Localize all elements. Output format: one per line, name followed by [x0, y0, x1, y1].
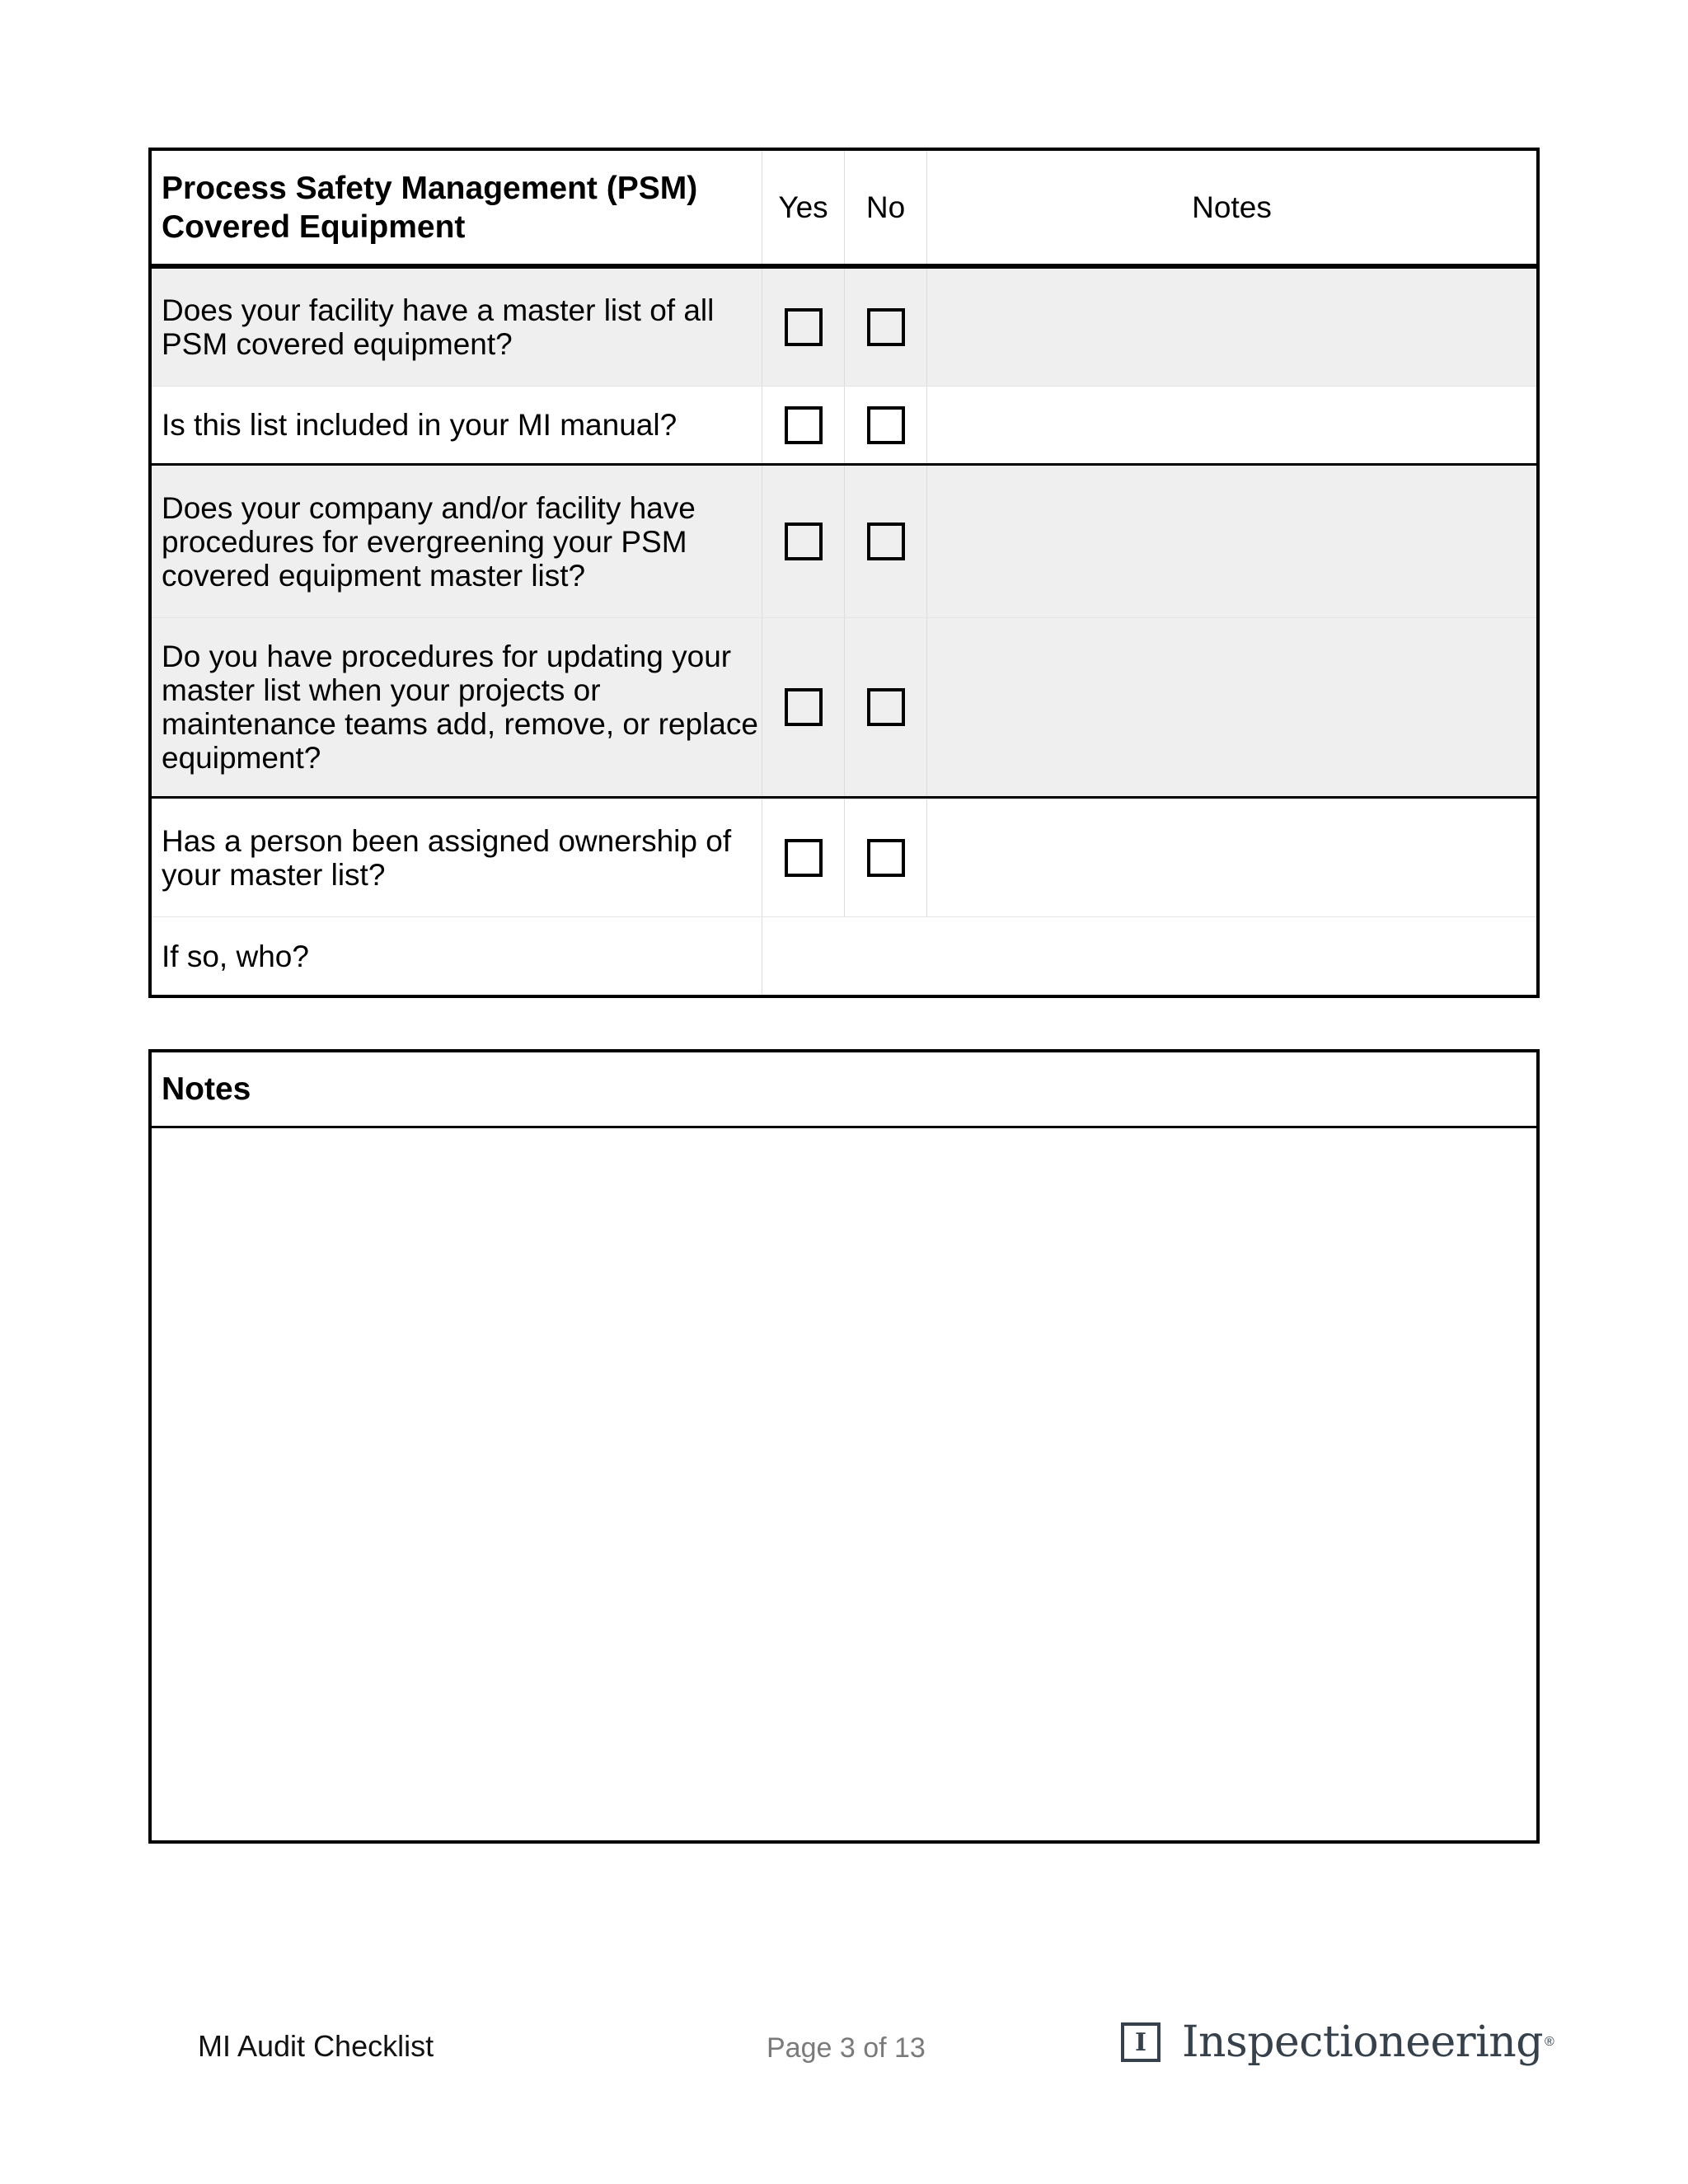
question-text: Do you have procedures for updating your master list when your projects or maintenance teams add, remove, or replace equipment?: [152, 618, 762, 796]
footer-page-number: Page 3 of 13: [767, 2032, 926, 2064]
question-text: Has a person been assigned ownership of your master list?: [152, 799, 762, 916]
no-column-header: No: [845, 151, 927, 264]
question-text: Is this list included in your MI manual?: [152, 387, 762, 463]
notes-section: [148, 1049, 1540, 1844]
footer-document-title: MI Audit Checklist: [198, 2029, 434, 2063]
no-checkbox[interactable]: [867, 523, 905, 560]
yes-checkbox[interactable]: [785, 523, 823, 560]
registered-mark: ®: [1545, 2035, 1554, 2049]
table-row: [152, 387, 1536, 466]
table-row: [152, 269, 1536, 387]
notes-field[interactable]: [927, 799, 1536, 916]
section-title: Process Safety Management (PSM) Covered Equipment: [152, 151, 762, 264]
logo-mark-icon: I: [1121, 2022, 1160, 2062]
logo-wordmark: Inspectioneering: [1182, 2018, 1544, 2067]
inspectioneering-logo: [1121, 2018, 1554, 2067]
notes-field[interactable]: [927, 269, 1536, 386]
yes-checkbox[interactable]: [785, 308, 823, 346]
no-checkbox[interactable]: [867, 688, 905, 726]
yes-checkbox[interactable]: [785, 839, 823, 877]
owner-answer-field[interactable]: [762, 917, 1536, 995]
notes-field[interactable]: [927, 618, 1536, 796]
notes-column-header: Notes: [1192, 190, 1272, 224]
yes-checkbox[interactable]: [785, 688, 823, 726]
no-checkbox[interactable]: [867, 308, 905, 346]
question-text: If so, who?: [152, 917, 762, 995]
yes-checkbox[interactable]: [785, 406, 823, 444]
table-row: [152, 618, 1536, 799]
table-row: [152, 917, 1536, 995]
notes-field[interactable]: [927, 466, 1536, 617]
psm-checklist-table: [148, 148, 1540, 998]
question-text: Does your company and/or facility have procedures for evergreening your PSM covered equipment master list?: [152, 466, 762, 617]
notes-section-title: Notes: [152, 1052, 1536, 1128]
no-checkbox[interactable]: [867, 839, 905, 877]
table-row: [152, 799, 1536, 917]
notes-writing-area[interactable]: [152, 1128, 1536, 1840]
notes-field[interactable]: [927, 387, 1536, 463]
no-checkbox[interactable]: [867, 406, 905, 444]
table-header-row: [152, 151, 1536, 269]
yes-column-header: Yes: [762, 151, 845, 264]
question-text: Does your facility have a master list of all PSM covered equipment?: [152, 269, 762, 386]
table-row: [152, 466, 1536, 618]
